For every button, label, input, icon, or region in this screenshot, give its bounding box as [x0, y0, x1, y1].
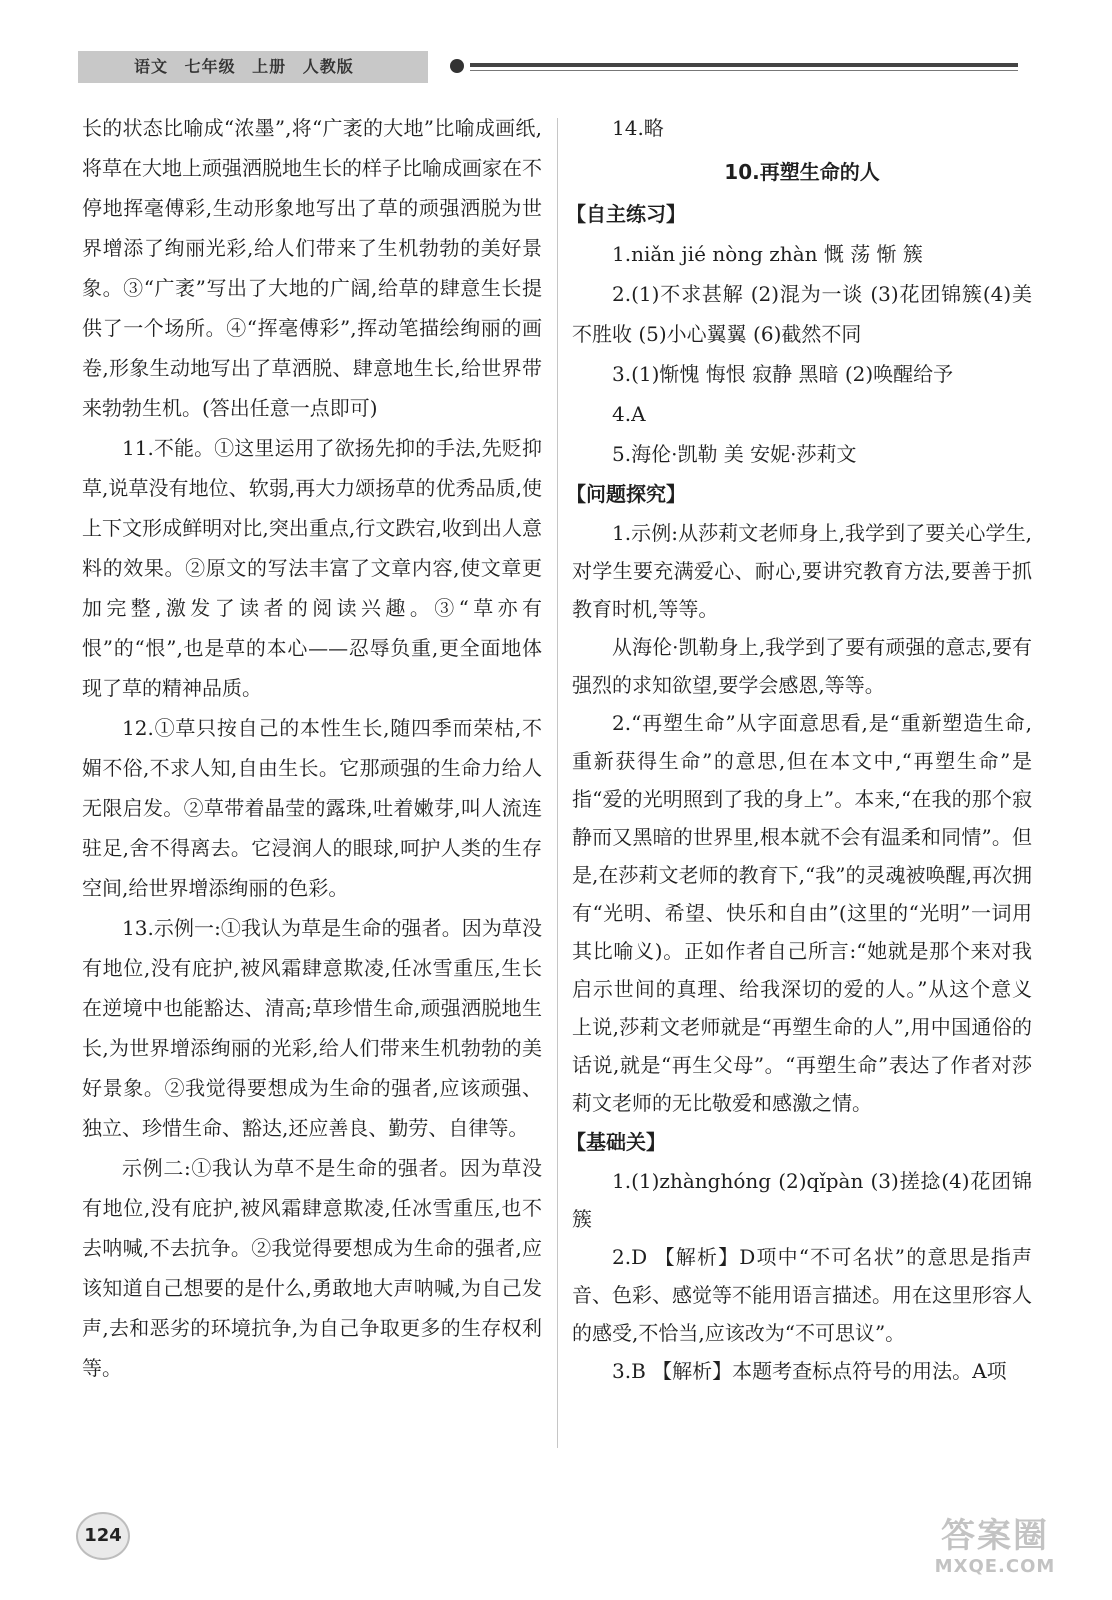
running-header	[78, 51, 1026, 83]
answer-13-example-2: 示例二:①我认为草不是生命的强者。因为草没有地位,没有庇护,被风霜肆意欺凌,任冰雪重压,也不去呐喊,不去抗争。②我觉得要想成为生命的强者,应该知道自己想要的是什么,勇敢地大声呐喊,为自己发声,去和恶劣的环境抗争,为自己争取更多的生存权利等。	[82, 1156, 542, 1380]
zizhu-2: 2.(1)不求甚解 (2)混为一谈 (3)花团锦簇(4)美不胜收 (5)小心翼翼 (6)截然不同	[572, 282, 1032, 346]
zizhu-3: 3.(1)惭愧 悔恨 寂静 黑暗 (2)唤醒给予	[612, 362, 954, 386]
jichu-1: 1.(1)zhànghóng (2)qǐpàn (3)搓捻(4)花团锦簇	[572, 1169, 1032, 1231]
header-rule	[470, 63, 1018, 67]
header-bullet	[450, 59, 464, 73]
column-divider	[557, 118, 558, 1448]
wenti-1a: 1.示例:从莎莉文老师身上,我学到了要关心学生,对学生要充满爱心、耐心,要讲究教育方法,要善于抓教育时机,等等。	[572, 521, 1032, 621]
section-heading-zizhu: 【自主练习】	[566, 202, 686, 226]
answer-14: 14.略	[612, 116, 664, 140]
right-column	[566, 108, 1032, 1390]
zizhu-1: 1.niǎn jié nòng zhàn 慨 荡 惭 簇	[612, 242, 923, 266]
answer-11: 11.不能。①这里运用了欲扬先抑的手法,先贬抑草,说草没有地位、软弱,再大力颂扬草的优秀品质,使上下文形成鲜明对比,突出重点,行文跌宕,收到出人意料的效果。②原文的写法丰富了文章内容,使文章更加完整,激发了读者的阅读兴趣。③“草亦有恨”的“恨”,也是草的本心——忍辱负重,更全面地体现了草的精神品质。	[82, 436, 542, 700]
section-heading-jichu: 【基础关】	[566, 1130, 666, 1154]
header-rule-thin	[470, 70, 1018, 71]
wenti-2: 2.“再塑生命”从字面意思看,是“重新塑造生命,重新获得生命”的意思,但在本文中,“再塑生命”是指“爱的光明照到了我的身上”。本来,“在我的那个寂静而又黑暗的世界里,根本就不会有温柔和同情”。但是,在莎莉文老师的教育下,“我”的灵魂被唤醒,再次拥有“光明、希望、快乐和自由”(这里的“光明”一词用其比喻义)。正如作者自己所言:“她就是那个来对我启示世间的真理、给我深切的爱的人。”从这个意义上说,莎莉文老师就是“再塑生命的人”,用中国通俗的话说,就是“再生父母”。“再塑生命”表达了作者对莎莉文老师的无比敬爱和感激之情。	[572, 711, 1032, 1115]
jichu-3: 3.B 【解析】本题考查标点符号的用法。A项	[612, 1359, 1007, 1383]
watermark-domain: MXQE.COM	[934, 1556, 1056, 1577]
zizhu-5: 5.海伦·凯勒 美 安妮·莎莉文	[612, 442, 857, 466]
answer-12: 12.①草只按自己的本性生长,随四季而荣枯,不媚不俗,不求人知,自由生长。它那顽强的生命力给人无限启发。②草带着晶莹的露珠,吐着嫩芽,叫人流连驻足,舍不得离去。它浸润人的眼球,呵护人类的生存空间,给世界增添绚丽的色彩。	[82, 716, 542, 900]
zizhu-4: 4.A	[612, 402, 646, 426]
answer-13-example-1: 13.示例一:①我认为草是生命的强者。因为草没有地位,没有庇护,被风霜肆意欺凌,任冰雪重压,生长在逆境中也能豁达、清高;草珍惜生命,顽强洒脱地生长,为世界增添绚丽的光彩,给人们带来生机勃勃的美好景象。②我觉得要想成为生命的强者,应该顽强、独立、珍惜生命、豁达,还应善良、勤劳、自律等。	[82, 916, 542, 1140]
site-watermark	[890, 1516, 1100, 1586]
page-number: 124	[76, 1512, 130, 1560]
wenti-1b: 从海伦·凯勒身上,我学到了要有顽强的意志,要有强烈的求知欲望,要学会感恩,等等。	[572, 635, 1032, 697]
jichu-2: 2.D 【解析】D项中“不可名状”的意思是指声音、色彩、感觉等不能用语言描述。用在这里形容人的感受,不恰当,应该改为“不可思议”。	[572, 1245, 1032, 1345]
section-heading-wenti: 【问题探究】	[566, 482, 686, 506]
answer-10-continued: 长的状态比喻成“浓墨”,将“广袤的大地”比喻成画纸,将草在大地上顽强洒脱地生长的样子比喻成画家在不停地挥毫傅彩,生动形象地写出了草的顽强洒脱为世界增添了绚丽光彩,给人们带来了生机勃勃的美好景象。③“广袤”写出了大地的广阔,给草的肆意生长提供了一个场所。④“挥毫傅彩”,挥动笔描绘绚丽的画卷,形象生动地写出了草洒脱、肆意地生长,给世界带来勃勃生机。(答出任意一点即可)	[82, 116, 542, 420]
watermark-logo-text: 答案圈	[941, 1516, 1049, 1556]
header-label: 语文 七年级 上册 人教版	[78, 51, 428, 83]
left-column	[82, 108, 542, 1388]
lesson-title: 10.再塑生命的人	[724, 160, 880, 184]
